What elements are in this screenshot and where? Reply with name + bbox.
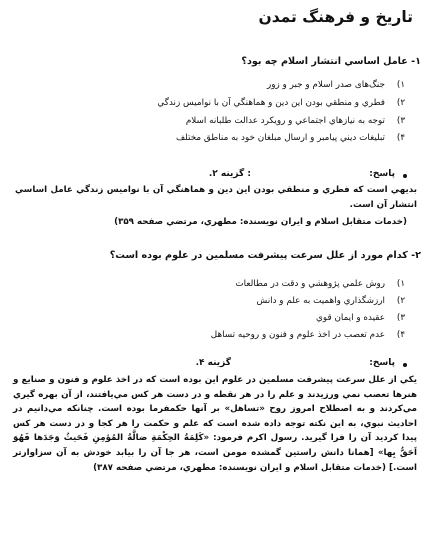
q1-option-2 <box>20 98 407 112</box>
q1-option-4 <box>20 133 407 147</box>
option-text: ارزشگذاري واهمیت به علم و دانش <box>256 296 385 306</box>
option-text: عقیده و ایمان قوي <box>316 313 385 323</box>
q2-option-1 <box>20 279 407 293</box>
q1-answer-choice: : گزینه ۲. <box>208 169 251 179</box>
q2-option-4 <box>20 330 407 344</box>
q1-explanation: بدیهي است كه فطري و منطقي بودن این دین و هماهنگي آن با نوامیس زندگي عامل اساسي انتشار آن است. <box>15 185 417 210</box>
q2-explanation: یكي از علل سرعت پیشرفت مسلمین در علوم این بوده است كه در اخذ علوم و فنون و صنایع و هنرها تعصب نمي ورزیدند و علم را در هر نقطه و در دست هر كس مي‌یافتند، از آن بهره گیري مي‌كردند و به اصطلاح امروز روح «تساهل» بر آنها حكمفرما بوده است. چنانكه مي‌دانیم در احادیث نبوي، به این نكته توجه داده شده است كه علم و حكمت را هر كجا و در دست هر كس پیدا كردید آن را فرا گیرید. رسول اكرم فرمود: «كَلِمَةُ الحِكْمَةِ ضالَّةُ المُؤمِنِ فَحَيثُ وَجَدَها فَهُوَ اَحَقُّ بِها» [همانا دانش راستین گمشده مومن است، هر جا آن را بیابد خودش به آن سزاوارتر است.] (خدمات متقابل اسلام و ایران نویسنده: مطهري، مرتضي صفحه ۳۸۷) <box>13 375 417 473</box>
q1-source: (خدمات متقابل اسلام و ایران نویسنده: مطهري، مرتضي صفحه ۳۵۹) <box>114 217 407 227</box>
option-text: عدم تعصب در اخذ علوم و فنون و روحیه تساهل <box>210 330 385 340</box>
option-number: ۱) <box>396 279 406 289</box>
option-text: تبلیغات دیني پیامبر و ارسال مبلغان خود به مناطق مختلف <box>176 133 385 143</box>
q2-option-3 <box>20 313 407 327</box>
bullet-icon <box>403 363 407 367</box>
option-number: ۳) <box>396 313 406 323</box>
q2-answer-label: پاسخ: <box>369 358 395 368</box>
option-text: توجه به نیازهاي اجتماعي و رویکرد عدالت طلبانه اسلام <box>185 116 385 126</box>
option-number: ۴) <box>396 133 406 143</box>
option-number: ۴) <box>396 330 406 340</box>
q2-option-2 <box>20 296 407 310</box>
question-1: ۱- عامل اساسي انتشار اسلام چه بود؟ <box>241 56 421 67</box>
q1-option-1 <box>20 80 407 94</box>
option-text: جنگ‌های صدر اسلام و جبر و زور <box>267 80 385 90</box>
option-number: ۲) <box>396 98 406 108</box>
q2-answer-choice: گزینه ۴. <box>195 358 231 368</box>
q1-option-3 <box>20 116 407 130</box>
option-text: فطري و منطقي بودن این دین و هماهنگي آن با نوامیس زندگي <box>157 98 385 108</box>
option-number: ۳) <box>396 116 406 126</box>
page-title: تاریخ و فرهنگ تمدن <box>258 8 413 26</box>
option-text: روش علمي پژوهشي و دقت در مطالعات <box>235 279 385 289</box>
q1-answer-label: پاسخ: <box>369 169 395 179</box>
bullet-icon <box>403 174 407 178</box>
option-number: ۱) <box>396 80 406 90</box>
option-number: ۲) <box>396 296 406 306</box>
question-2: ۲- كدام مورد از علل سرعت پیشرفت مسلمین در علوم بوده است؟ <box>109 250 421 261</box>
